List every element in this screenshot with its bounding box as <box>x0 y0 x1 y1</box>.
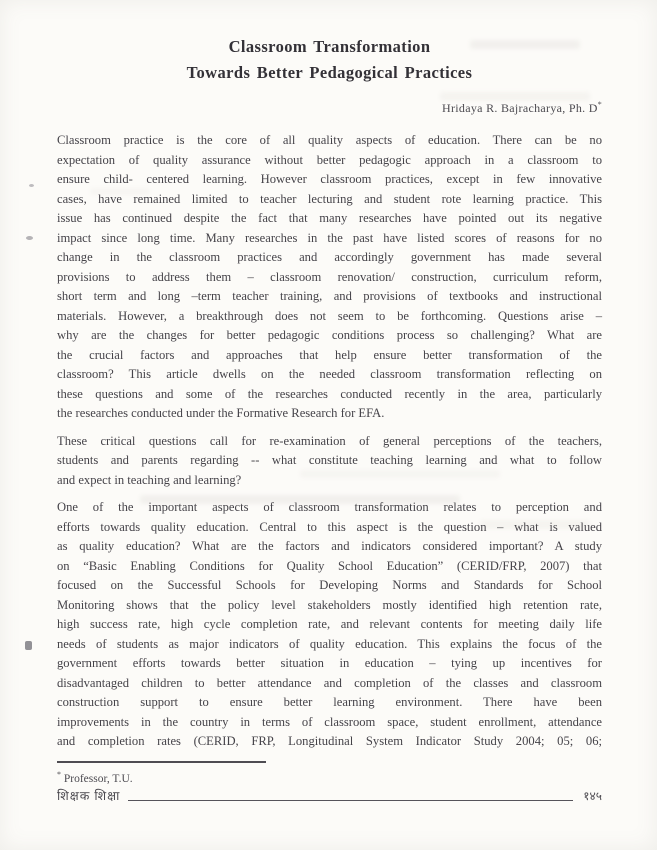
text-line: expectation of quality assurance without better pedagogic approach in a classroom to <box>57 152 602 167</box>
text-line: ensure child- centered learning. However classroom practices, except in few innovative <box>57 172 602 186</box>
text-line: these questions and some of the researches conducted recently in the area, particularly <box>57 386 602 401</box>
article-title-line1: Classroom Transformation <box>228 37 431 56</box>
paragraph <box>57 131 602 424</box>
scan-artifact <box>25 641 32 650</box>
text-line: issue has continued despite the fact that many researches have pointed out its negative <box>57 211 602 225</box>
text-line: students and parents regarding -- what constitute teaching learning and what to follow <box>57 453 602 467</box>
text-line: improvements in the country in terms of classroom space, student enrollment, attendance <box>57 714 602 729</box>
text-line: Monitoring shows that the policy level stakeholders mostly identified high retention rate, <box>57 597 602 612</box>
journal-title-devanagari: शिक्षक शिक्षा <box>57 789 121 803</box>
text-line: the crucial factors and approaches that help ensure better transformation of the <box>57 347 602 362</box>
footer-rule <box>128 800 573 801</box>
scan-artifact <box>29 184 34 187</box>
text-line: provisions to address them – classroom renovation/ construction, curriculum reform, <box>57 269 602 284</box>
article-title <box>57 34 602 86</box>
text-line: impact since long time. Many researches in the past have listed scores of reasons for no <box>57 230 602 245</box>
text-line: change in the classroom practices and accordingly government has made several <box>57 250 602 264</box>
text-line: classroom? This article dwells on the needed classroom transformation reflecting on <box>57 367 602 381</box>
paragraph <box>57 432 602 491</box>
footnote <box>57 770 602 785</box>
text-line: and completion rates (CERID, FRP, Longitudinal System Indicator Study 2004; 05; 06; <box>57 734 602 748</box>
page-footer <box>57 787 602 804</box>
text-line: materials. However, a breakthrough does not seem to be forthcoming. Questions arise – <box>57 308 602 323</box>
author-byline <box>57 100 602 116</box>
text-line: on “Basic Enabling Conditions for Quality School Education” (CERID/FRP, 2007) that <box>57 558 602 573</box>
paragraph <box>57 498 602 752</box>
text-line: construction support to ensure better learning environment. There have been <box>57 695 602 709</box>
text-line: why are the changes for better pedagogic conditions process so challenging? What are <box>57 328 602 342</box>
text-line: needs of students as major indicators of quality education. This explains the focus of the <box>57 636 602 651</box>
text-line: disadvantaged children to better attendance and completion of the classes and classroom <box>57 675 602 690</box>
text-line: Classroom practice is the core of all quality aspects of education. There can be no <box>57 133 602 147</box>
text-line: the researches conducted under the Formative Research for EFA. <box>57 406 385 420</box>
text-line: and expect in teaching and learning? <box>57 472 242 487</box>
text-line: cases, have remained limited to teacher lecturing and student rote learning practice. This <box>57 191 602 206</box>
footnote-marker: * <box>57 770 61 779</box>
footnote-separator-rule <box>57 761 266 763</box>
text-line: short term and long –term teacher training, and provisions of textbooks and instructional <box>57 289 602 303</box>
scan-artifact <box>26 236 33 240</box>
text-line: focused on the Successful Schools for Developing Norms and Standards for School <box>57 578 602 592</box>
author-footnote-marker: * <box>597 100 602 109</box>
page-number-devanagari: १४५ <box>583 789 602 803</box>
text-line: One of the important aspects of classroom transformation relates to perception and <box>57 500 602 514</box>
footnote-text: Professor, T.U. <box>63 772 133 785</box>
text-line: as quality education? What are the factors and indicators considered important? A study <box>57 539 602 553</box>
author-name: Hridaya R. Bajracharya, Ph. D <box>442 101 598 115</box>
text-line: These critical questions call for re-examination of general perceptions of the teachers, <box>57 433 602 448</box>
article-title-line2: Towards Better Pedagogical Practices <box>186 63 473 82</box>
article-body <box>57 131 602 760</box>
text-line: government efforts towards better situation in education – tying up incentives for <box>57 656 602 670</box>
text-line: efforts towards quality education. Central to this aspect is the question – what is valued <box>57 519 602 534</box>
text-line: high success rate, high cycle completion rate, and relevant contents for meeting daily life <box>57 617 602 631</box>
